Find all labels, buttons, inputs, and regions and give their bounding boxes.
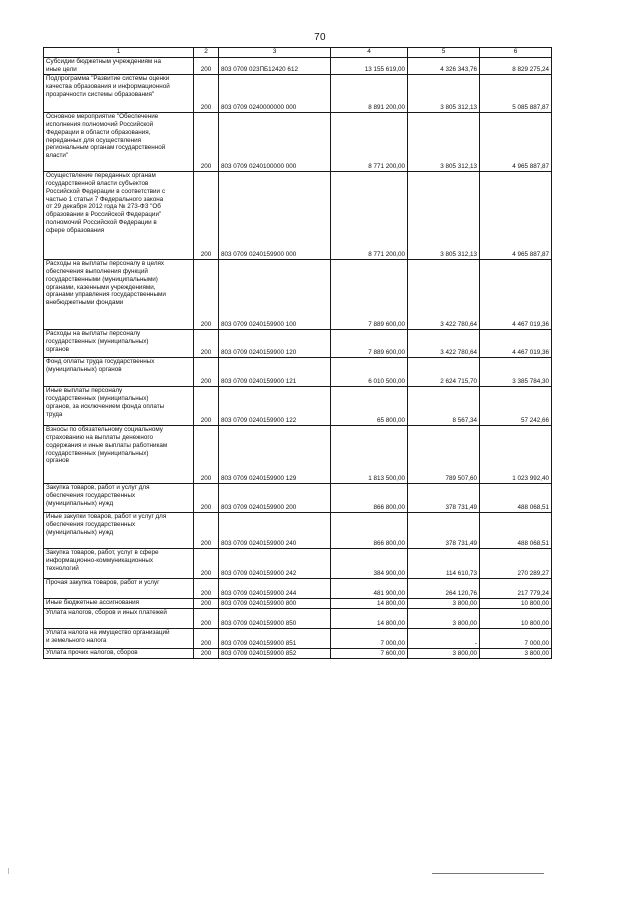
row-executed-amount: - bbox=[408, 629, 480, 649]
row-line-code: 200 bbox=[194, 172, 219, 260]
row-budget-code: 803 0709 0240100000 000 bbox=[219, 113, 331, 172]
row-remaining-amount: 4 965 887,87 bbox=[480, 172, 552, 260]
row-line-code: 200 bbox=[194, 649, 219, 659]
row-line-code: 200 bbox=[194, 330, 219, 358]
column-header-5: 5 bbox=[408, 48, 480, 58]
row-executed-amount: 378 731,49 bbox=[408, 513, 480, 549]
row-remaining-amount: 3 800,00 bbox=[480, 649, 552, 659]
row-budget-code: 803 0709 0240159900 850 bbox=[219, 609, 331, 629]
row-name: Закупка товаров, работ, услуг в сфере информационно-коммуникационных технологий bbox=[44, 549, 194, 579]
row-budget-code: 803 0709 0240159900 100 bbox=[219, 260, 331, 330]
row-approved-amount: 7 600,00 bbox=[331, 649, 408, 659]
budget-execution-table bbox=[43, 47, 552, 659]
row-approved-amount: 13 155 619,00 bbox=[331, 58, 408, 75]
row-approved-amount: 65 800,00 bbox=[331, 387, 408, 426]
row-executed-amount: 3 805 312,13 bbox=[408, 75, 480, 113]
scan-margin-mark bbox=[8, 868, 9, 874]
row-name: Взносы по обязательному социальному страхованию на выплаты денежного содержания и иные выплаты работникам государственных (муниципальных) органов bbox=[44, 426, 194, 484]
row-name: Основное мероприятие "Обеспечение исполнения полномочий Российской Федерации в области образования, переданных для осуществления региональным органам государственной власти" bbox=[44, 113, 194, 172]
row-name: Расходы на выплаты персоналу в целях обеспечения выполнения функций государственными (муниципальными) органами, казенными учреждениями, органами управления государственными внебюджетными фондами bbox=[44, 260, 194, 330]
row-executed-amount: 114 610,73 bbox=[408, 549, 480, 579]
row-name: Иные выплаты персоналу государственных (муниципальных) органов, за исключением фонда оплаты труда bbox=[44, 387, 194, 426]
row-remaining-amount: 488 068,51 bbox=[480, 484, 552, 513]
table-row bbox=[44, 426, 552, 484]
row-line-code: 200 bbox=[194, 113, 219, 172]
row-line-code: 200 bbox=[194, 513, 219, 549]
footer-rule bbox=[432, 873, 544, 874]
row-executed-amount: 3 422 780,64 bbox=[408, 330, 480, 358]
row-approved-amount: 8 891 200,00 bbox=[331, 75, 408, 113]
row-line-code: 200 bbox=[194, 260, 219, 330]
row-approved-amount: 866 800,00 bbox=[331, 513, 408, 549]
row-name: Расходы на выплаты персоналу государственных (муниципальных) органов bbox=[44, 330, 194, 358]
row-budget-code: 803 0709 0240159900 120 bbox=[219, 330, 331, 358]
row-name: Фонд оплаты труда государственных (муниципальных) органов bbox=[44, 358, 194, 387]
row-executed-amount: 3 805 312,13 bbox=[408, 113, 480, 172]
row-executed-amount: 3 800,00 bbox=[408, 609, 480, 629]
row-name: Прочая закупка товаров, работ и услуг bbox=[44, 579, 194, 599]
row-approved-amount: 8 771 200,00 bbox=[331, 172, 408, 260]
row-executed-amount: 3 800,00 bbox=[408, 599, 480, 609]
row-name: Подпрограмма "Развитие системы оценки качества образования и информационной прозрачности системы образования" bbox=[44, 75, 194, 113]
row-budget-code: 803 0709 0240159900 244 bbox=[219, 579, 331, 599]
table-row bbox=[44, 649, 552, 659]
table-row bbox=[44, 579, 552, 599]
row-executed-amount: 3 800,00 bbox=[408, 649, 480, 659]
table-row bbox=[44, 260, 552, 330]
row-executed-amount: 378 731,49 bbox=[408, 484, 480, 513]
row-name: Осуществление переданных органам государственной власти субъектов Российской Федерации в соответствии с частью 1 статьи 7 Федерального закона от 29 декабря 2012 года № 273-ФЗ "Об образовании в Российской Федерации" полномочий Российской Федерации в сфере образования bbox=[44, 172, 194, 260]
row-remaining-amount: 4 965 887,87 bbox=[480, 113, 552, 172]
row-name: Уплата налога на имущество организаций и земельного налога bbox=[44, 629, 194, 649]
row-remaining-amount: 5 085 887,87 bbox=[480, 75, 552, 113]
row-executed-amount: 4 326 343,76 bbox=[408, 58, 480, 75]
row-budget-code: 803 0709 0240159900 121 bbox=[219, 358, 331, 387]
row-approved-amount: 8 771 200,00 bbox=[331, 113, 408, 172]
row-name: Уплата налогов, сборов и иных платежей bbox=[44, 609, 194, 629]
row-approved-amount: 7 000,00 bbox=[331, 629, 408, 649]
column-header-3: 3 bbox=[219, 48, 331, 58]
row-remaining-amount: 57 242,66 bbox=[480, 387, 552, 426]
row-budget-code: 803 0709 0240159900 000 bbox=[219, 172, 331, 260]
row-remaining-amount: 7 000,00 bbox=[480, 629, 552, 649]
row-remaining-amount: 8 829 275,24 bbox=[480, 58, 552, 75]
table-row bbox=[44, 75, 552, 113]
row-budget-code: 803 0709 0240159900 129 bbox=[219, 426, 331, 484]
row-budget-code: 803 0709 0240159900 240 bbox=[219, 513, 331, 549]
column-header-6: 6 bbox=[480, 48, 552, 58]
row-executed-amount: 2 624 715,70 bbox=[408, 358, 480, 387]
row-approved-amount: 6 010 500,00 bbox=[331, 358, 408, 387]
row-approved-amount: 14 800,00 bbox=[331, 599, 408, 609]
table-row bbox=[44, 330, 552, 358]
row-remaining-amount: 3 385 784,30 bbox=[480, 358, 552, 387]
row-name: Иные закупки товаров, работ и услуг для обеспечения государственных (муниципальных) нужд bbox=[44, 513, 194, 549]
row-budget-code: 803 0709 0240159900 852 bbox=[219, 649, 331, 659]
row-name: Закупка товаров, работ и услуг для обеспечения государственных (муниципальных) нужд bbox=[44, 484, 194, 513]
column-header-4: 4 bbox=[331, 48, 408, 58]
table-row bbox=[44, 484, 552, 513]
table-row bbox=[44, 629, 552, 649]
row-remaining-amount: 4 467 019,36 bbox=[480, 260, 552, 330]
row-line-code: 200 bbox=[194, 426, 219, 484]
table-row bbox=[44, 172, 552, 260]
table-row bbox=[44, 599, 552, 609]
column-header-2: 2 bbox=[194, 48, 219, 58]
row-line-code: 200 bbox=[194, 58, 219, 75]
row-budget-code: 803 0709 023ПБ12420 612 bbox=[219, 58, 331, 75]
row-remaining-amount: 217 779,24 bbox=[480, 579, 552, 599]
row-budget-code: 803 0709 0240000000 000 bbox=[219, 75, 331, 113]
row-line-code: 200 bbox=[194, 358, 219, 387]
row-approved-amount: 7 889 600,00 bbox=[331, 330, 408, 358]
row-approved-amount: 7 889 600,00 bbox=[331, 260, 408, 330]
row-remaining-amount: 488 068,51 bbox=[480, 513, 552, 549]
table-row bbox=[44, 113, 552, 172]
row-budget-code: 803 0709 0240159900 242 bbox=[219, 549, 331, 579]
page-number: 70 bbox=[314, 32, 326, 43]
row-budget-code: 803 0709 0240159900 200 bbox=[219, 484, 331, 513]
row-approved-amount: 1 813 500,00 bbox=[331, 426, 408, 484]
row-executed-amount: 3 422 780,64 bbox=[408, 260, 480, 330]
row-line-code: 200 bbox=[194, 484, 219, 513]
row-line-code: 200 bbox=[194, 599, 219, 609]
table-row bbox=[44, 58, 552, 75]
row-executed-amount: 8 567,34 bbox=[408, 387, 480, 426]
row-line-code: 200 bbox=[194, 629, 219, 649]
row-approved-amount: 14 800,00 bbox=[331, 609, 408, 629]
row-budget-code: 803 0709 0240159900 800 bbox=[219, 599, 331, 609]
row-remaining-amount: 10 800,00 bbox=[480, 599, 552, 609]
row-approved-amount: 384 900,00 bbox=[331, 549, 408, 579]
row-remaining-amount: 10 800,00 bbox=[480, 609, 552, 629]
column-number-row bbox=[44, 48, 552, 58]
row-remaining-amount: 270 289,27 bbox=[480, 549, 552, 579]
row-executed-amount: 3 805 312,13 bbox=[408, 172, 480, 260]
row-approved-amount: 481 900,00 bbox=[331, 579, 408, 599]
row-name: Иные бюджетные ассигнования bbox=[44, 599, 194, 609]
row-budget-code: 803 0709 0240159900 122 bbox=[219, 387, 331, 426]
row-line-code: 200 bbox=[194, 387, 219, 426]
table-row bbox=[44, 549, 552, 579]
column-header-1: 1 bbox=[44, 48, 194, 58]
row-name: Субсидии бюджетным учреждениям на иные цели bbox=[44, 58, 194, 75]
row-remaining-amount: 1 023 992,40 bbox=[480, 426, 552, 484]
row-name: Уплата прочих налогов, сборов bbox=[44, 649, 194, 659]
table-row bbox=[44, 358, 552, 387]
table-row bbox=[44, 609, 552, 629]
row-executed-amount: 789 507,60 bbox=[408, 426, 480, 484]
row-remaining-amount: 4 467 019,36 bbox=[480, 330, 552, 358]
row-line-code: 200 bbox=[194, 75, 219, 113]
row-line-code: 200 bbox=[194, 549, 219, 579]
table-row bbox=[44, 387, 552, 426]
row-line-code: 200 bbox=[194, 579, 219, 599]
row-budget-code: 803 0709 0240159900 851 bbox=[219, 629, 331, 649]
table-body bbox=[44, 58, 552, 659]
row-approved-amount: 866 800,00 bbox=[331, 484, 408, 513]
table-row bbox=[44, 513, 552, 549]
row-executed-amount: 264 120,76 bbox=[408, 579, 480, 599]
row-line-code: 200 bbox=[194, 609, 219, 629]
